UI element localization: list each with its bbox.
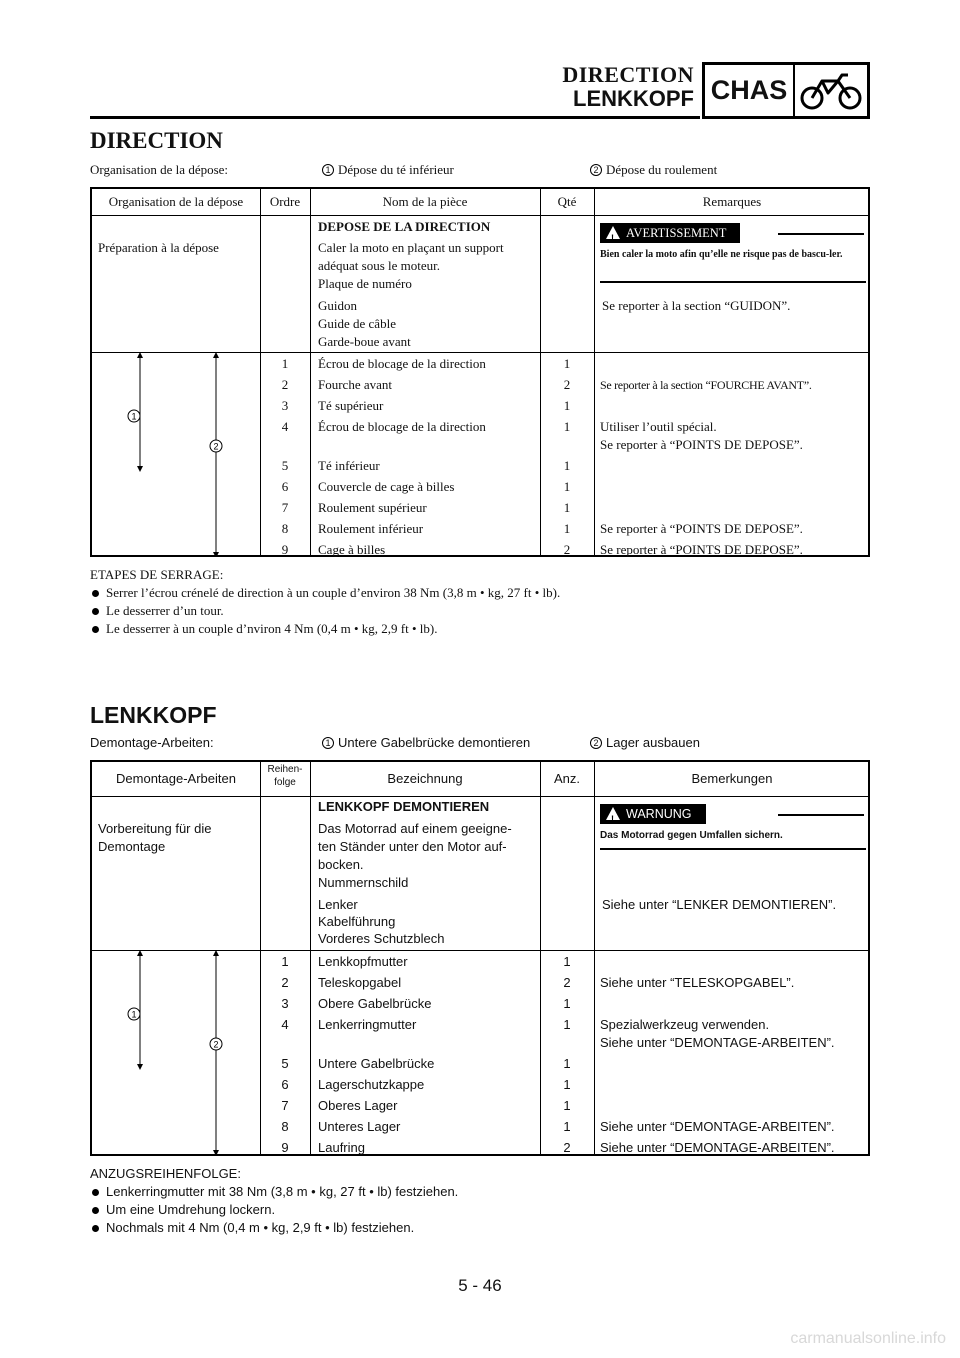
org-item-2 <box>590 735 700 750</box>
circle-number-2: 2 <box>590 164 602 176</box>
prep-item: Guidon <box>318 298 357 313</box>
row-qty: 1 <box>563 398 571 413</box>
org-item-1 <box>322 162 454 178</box>
prep-item: adéquat sous le moteur. <box>318 258 441 273</box>
row-order: 3 <box>281 398 289 413</box>
bullet-icon <box>92 590 99 597</box>
col-header-1: Demontage-Arbeiten <box>116 771 236 786</box>
prep-item: Das Motorrad auf einem geeigne- <box>318 821 512 836</box>
prep-item: Lenker <box>318 897 358 912</box>
warning-label: WARNUNG <box>626 807 692 821</box>
warning-label: AVERTISSEMENT <box>626 226 727 240</box>
warning-icon <box>606 807 620 820</box>
bracket-label-1: 1 <box>131 1009 137 1020</box>
row-part-name: Écrou de blocage de la direction <box>318 356 486 371</box>
row-part-name: Fourche avant <box>318 377 393 392</box>
step-item <box>90 602 560 620</box>
row-remark: Se reporter à “POINTS DE DEPOSE”. <box>600 542 803 557</box>
step-text: Le desserrer d’un tour. <box>106 603 224 618</box>
row-part-name: Oberes Lager <box>318 1098 398 1113</box>
row-qty: 1 <box>563 1056 571 1071</box>
row-qty: 1 <box>563 1119 571 1134</box>
row-order: 5 <box>281 458 289 473</box>
warning-icon <box>606 226 620 239</box>
col-header-4: Anz. <box>553 771 580 786</box>
circle-number-1: 1 <box>322 737 334 749</box>
prep-item: Vorderes Schutzblech <box>318 931 445 946</box>
page-number: 5 - 46 <box>458 1276 502 1295</box>
row-qty: 1 <box>563 479 571 494</box>
row-order: 4 <box>281 419 289 434</box>
bullet-icon <box>92 626 99 633</box>
row-qty: 2 <box>563 542 571 557</box>
row-part-name: Roulement supérieur <box>318 500 427 515</box>
col-header-3: Bezeichnung <box>387 771 463 786</box>
col-header-5: Bemerkungen <box>691 771 773 786</box>
row-qty: 1 <box>563 419 571 434</box>
row-order: 4 <box>281 1017 289 1032</box>
row-order: 7 <box>281 1098 289 1113</box>
row-qty: 1 <box>563 356 571 371</box>
bracket-label-1: 1 <box>131 411 137 422</box>
row-order: 1 <box>281 356 289 371</box>
section-title-fr: DIRECTION <box>90 128 223 153</box>
row-part-name: Roulement inférieur <box>318 521 424 536</box>
row-part-name: Cage à billes <box>318 542 386 557</box>
row-part-name: Té inférieur <box>318 458 380 473</box>
chapter-badge-label: CHAS <box>705 65 795 116</box>
row-remark: Se reporter à “POINTS DE DEPOSE”. <box>600 437 803 452</box>
row-order: 1 <box>281 954 289 969</box>
warning-box <box>600 223 868 287</box>
col-header-2b: folge <box>274 777 296 788</box>
step-item <box>90 1219 458 1237</box>
bullet-icon <box>92 1189 99 1196</box>
org-item-2-label: Lager ausbauen <box>606 735 700 750</box>
col-header-4: Qté <box>557 194 577 209</box>
row-qty: 1 <box>563 521 571 536</box>
row-qty: 1 <box>563 500 571 515</box>
row-remark: Spezialwerkzeug verwenden. <box>600 1017 770 1032</box>
row-order: 9 <box>281 1140 289 1155</box>
row-qty: 1 <box>563 954 571 969</box>
step-text: Lenkerringmutter mit 38 Nm (3,8 m • kg, 27 ft • lb) festziehen. <box>106 1184 459 1199</box>
circle-number-1: 1 <box>322 164 334 176</box>
prep-item: Garde-boue avant <box>318 334 411 349</box>
row-order: 5 <box>281 1056 289 1071</box>
circle-number-2: 2 <box>590 737 602 749</box>
prep-item: ten Ständer unter den Motor auf- <box>318 839 507 854</box>
prep-label: Vorbereitung für die <box>98 821 212 836</box>
org-item-2 <box>590 162 717 178</box>
step-text: Serrer l’écrou crénelé de direction à un couple d’environ 38 Nm (3,8 m • kg, 27 ft • lb). <box>106 585 561 600</box>
procedure-table-de <box>90 760 870 1156</box>
row-order: 6 <box>281 1077 289 1092</box>
row-part-name: Couvercle de cage à billes <box>318 479 455 494</box>
bullet-icon <box>92 1207 99 1214</box>
row-part-name: Obere Gabelbrücke <box>318 996 432 1011</box>
step-text: Le desserrer à un couple d’nviron 4 Nm (0,4 m • kg, 2,9 ft • lb). <box>106 621 438 636</box>
row-qty: 1 <box>563 458 571 473</box>
prep-item: Plaque de numéro <box>318 276 412 291</box>
row-part-name: Lagerschutzkappe <box>318 1077 425 1092</box>
col-header-2: Reihen- <box>267 764 303 775</box>
row-qty: 1 <box>563 1017 571 1032</box>
warning-badge <box>600 804 706 824</box>
row-qty: 2 <box>563 975 571 990</box>
step-item <box>90 1201 458 1219</box>
row-order: 7 <box>281 500 289 515</box>
prep-section-title: LENKKOPF DEMONTIEREN <box>318 799 490 814</box>
row-order: 8 <box>281 521 289 536</box>
header-title-fr: DIRECTION <box>562 62 694 87</box>
org-item-2-label: Dépose du roulement <box>606 162 718 177</box>
step-text: Um eine Umdrehung lockern. <box>106 1202 276 1217</box>
row-remark: Siehe unter “DEMONTAGE-ARBEITEN”. <box>600 1140 835 1155</box>
row-part-name: Laufring <box>318 1140 365 1155</box>
step-item <box>90 584 560 602</box>
org-label: Demontage-Arbeiten: <box>90 735 214 750</box>
row-part-name: Unteres Lager <box>318 1119 401 1134</box>
prep-item: Nummernschild <box>318 875 409 890</box>
header-title-de: LENKKOPF <box>573 86 694 111</box>
page-header <box>90 60 870 122</box>
prep-item: bocken. <box>318 857 364 872</box>
warning-badge <box>600 223 740 243</box>
org-item-1 <box>322 735 530 750</box>
warning-box <box>600 804 868 854</box>
row-remark: Siehe unter “TELESKOPGABEL”. <box>600 975 795 990</box>
step-item <box>90 620 560 638</box>
prep-item: Kabelführung <box>318 914 396 929</box>
steps-title: ETAPES DE SERRAGE: <box>90 567 224 582</box>
col-header-5: Remarques <box>702 194 762 209</box>
row-remark: Utiliser l’outil spécial. <box>600 419 717 434</box>
org-item-1-label: Dépose du té inférieur <box>338 162 454 177</box>
section-title-de: LENKKOPF <box>90 702 217 728</box>
org-item-1-label: Untere Gabelbrücke demontieren <box>338 735 531 750</box>
row-part-name: Écrou de blocage de la direction <box>318 419 486 434</box>
steps-de <box>90 1165 458 1237</box>
watermark: carmanualsonline.info <box>790 1330 946 1347</box>
prep-remark: Se reporter à la section “GUIDON”. <box>602 298 791 313</box>
steps-title: ANZUGSREIHENFOLGE: <box>90 1166 241 1181</box>
col-header-1: Organisation de la dépose <box>108 194 244 209</box>
row-qty: 1 <box>563 1077 571 1092</box>
bracket-diagram <box>92 950 260 1156</box>
row-qty: 1 <box>563 1098 571 1113</box>
bullet-icon <box>92 608 99 615</box>
prep-section-title: DEPOSE DE LA DIRECTION <box>318 219 491 234</box>
step-text: Nochmals mit 4 Nm (0,4 m • kg, 2,9 ft • lb) festziehen. <box>106 1220 415 1235</box>
row-part-name: Lenkkopfmutter <box>318 954 408 969</box>
row-qty: 2 <box>563 1140 571 1155</box>
row-order: 8 <box>281 1119 289 1134</box>
row-order: 6 <box>281 479 289 494</box>
chapter-badge <box>702 62 870 119</box>
row-order: 2 <box>281 975 289 990</box>
prep-item: Guide de câble <box>318 316 396 331</box>
row-remark: Se reporter à la section “FOURCHE AVANT”. <box>600 378 812 392</box>
warning-text: Das Motorrad gegen Umfallen sichern. <box>600 830 783 841</box>
row-qty: 2 <box>563 377 571 392</box>
header-rule <box>90 116 700 119</box>
procedure-table-fr <box>90 187 870 557</box>
step-item <box>90 1183 458 1201</box>
row-part-name: Teleskopgabel <box>318 975 402 990</box>
motorcycle-icon <box>795 65 867 116</box>
steps-fr <box>90 566 560 638</box>
prep-label: Demontage <box>98 839 166 854</box>
col-header-2: Ordre <box>269 194 301 209</box>
row-order: 9 <box>281 542 289 557</box>
row-remark: Se reporter à “POINTS DE DEPOSE”. <box>600 521 803 536</box>
row-part-name: Lenkerringmutter <box>318 1017 417 1032</box>
prep-label: Préparation à la dépose <box>98 240 219 255</box>
row-remark: Siehe unter “DEMONTAGE-ARBEITEN”. <box>600 1035 835 1050</box>
col-header-3: Nom de la pièce <box>382 194 468 209</box>
bullet-icon <box>92 1225 99 1232</box>
row-remark: Siehe unter “DEMONTAGE-ARBEITEN”. <box>600 1119 835 1134</box>
row-order: 2 <box>281 377 289 392</box>
bracket-label-2: 2 <box>213 1039 219 1050</box>
row-qty: 1 <box>563 996 571 1011</box>
row-part-name: Untere Gabelbrücke <box>318 1056 435 1071</box>
row-order: 3 <box>281 996 289 1011</box>
prep-item: Caler la moto en plaçant un support <box>318 240 504 255</box>
bracket-label-2: 2 <box>213 441 219 452</box>
row-part-name: Té supérieur <box>318 398 384 413</box>
warning-text: Bien caler la moto afin qu’elle ne risque pas de bascu-ler. <box>600 249 843 260</box>
bracket-diagram <box>92 352 260 557</box>
org-label: Organisation de la dépose: <box>90 162 229 177</box>
prep-remark: Siehe unter “LENKER DEMONTIEREN”. <box>602 897 837 912</box>
